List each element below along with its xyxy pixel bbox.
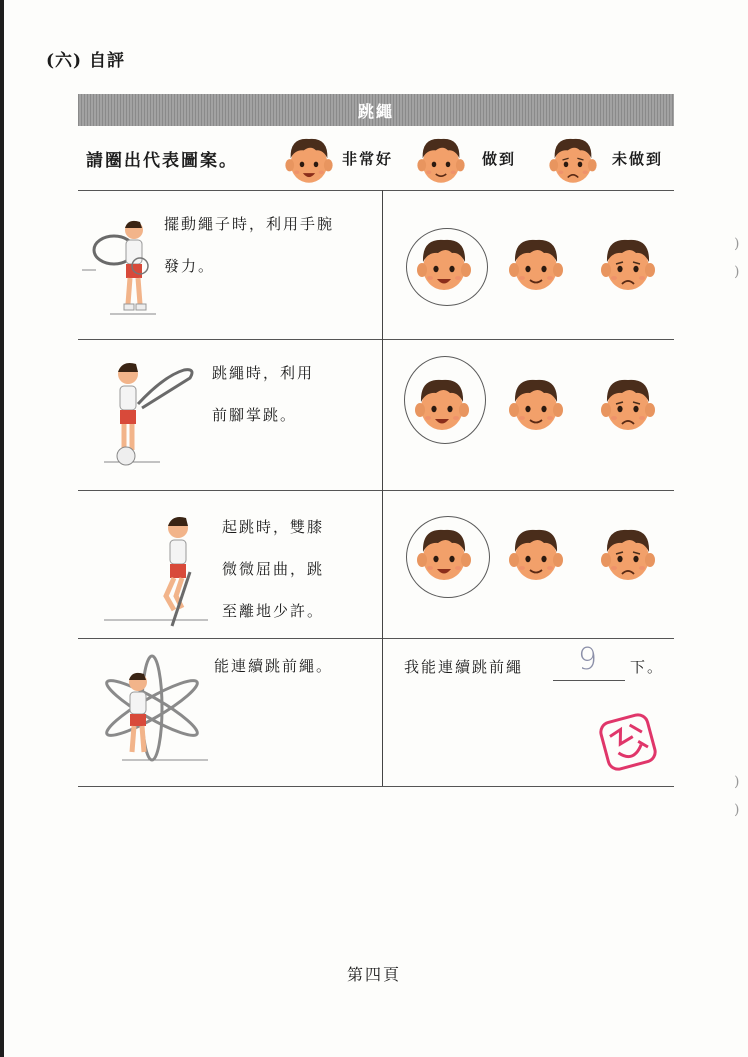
row-divider [78, 490, 674, 491]
margin-mark: ) [734, 264, 740, 280]
description-line: 前腳掌跳。 [212, 406, 298, 424]
count-suffix: 下。 [630, 658, 665, 676]
legend-instruction: 請圈出代表圖案。 [86, 151, 238, 171]
page-number: 第四頁 [346, 965, 401, 984]
row-2-not-done-face-icon[interactable] [600, 372, 656, 436]
table-bottom-border [78, 786, 674, 787]
not-done-face-icon [548, 132, 598, 188]
row-1-very-good-face-icon[interactable] [416, 232, 472, 296]
teacher-stamp-icon [594, 708, 662, 776]
legend-very-good-label: 非常好 [342, 150, 394, 168]
very-good-face-icon [284, 132, 334, 188]
row-2-very-good-face-icon[interactable] [414, 372, 470, 436]
description-line: 至離地少許。 [222, 602, 325, 620]
count-blank-line[interactable] [553, 680, 625, 681]
row-4-description: 能連續跳前繩。 [214, 657, 334, 675]
description-line: 起跳時，雙膝 [222, 518, 325, 536]
table-top-border [78, 190, 674, 191]
margin-mark: ) [734, 774, 740, 790]
column-divider [382, 190, 383, 786]
row-3-very-good-face-icon[interactable] [416, 522, 472, 586]
done-face-icon [416, 132, 466, 188]
margin-mark: ) [734, 236, 740, 252]
legend-not-done-label: 未做到 [612, 150, 664, 168]
section-title: (六) 自評 [46, 51, 126, 71]
row-divider [78, 339, 674, 340]
margin-mark: ) [734, 802, 740, 818]
row-divider [78, 638, 674, 639]
description-line: 發力。 [164, 257, 216, 275]
description-line: 擺動繩子時，利用手腕 [164, 215, 335, 233]
row-1-description [164, 203, 334, 287]
knee-bend-figure-icon [104, 512, 214, 630]
count-prefix: 我能連續跳前繩 [404, 658, 524, 676]
banner-title: 跳繩 [78, 94, 674, 126]
row-1-not-done-face-icon[interactable] [600, 232, 656, 296]
rope-wrist-figure-icon [82, 210, 162, 322]
legend-done-label: 做到 [482, 150, 517, 168]
description-line: 跳繩時，利用 [212, 364, 315, 382]
forefoot-jump-figure-icon [104, 358, 200, 470]
continuous-jump-figure-icon [92, 652, 210, 770]
row-2-done-face-icon[interactable] [508, 372, 564, 436]
legend [0, 132, 748, 188]
row-3-done-face-icon[interactable] [508, 522, 564, 586]
row-3-not-done-face-icon[interactable] [600, 522, 656, 586]
count-value[interactable]: 9 [578, 642, 598, 677]
row-1-done-face-icon[interactable] [508, 232, 564, 296]
row-2-description [212, 352, 314, 436]
description-line: 微微屈曲，跳 [222, 560, 325, 578]
row-3-description [222, 506, 324, 632]
